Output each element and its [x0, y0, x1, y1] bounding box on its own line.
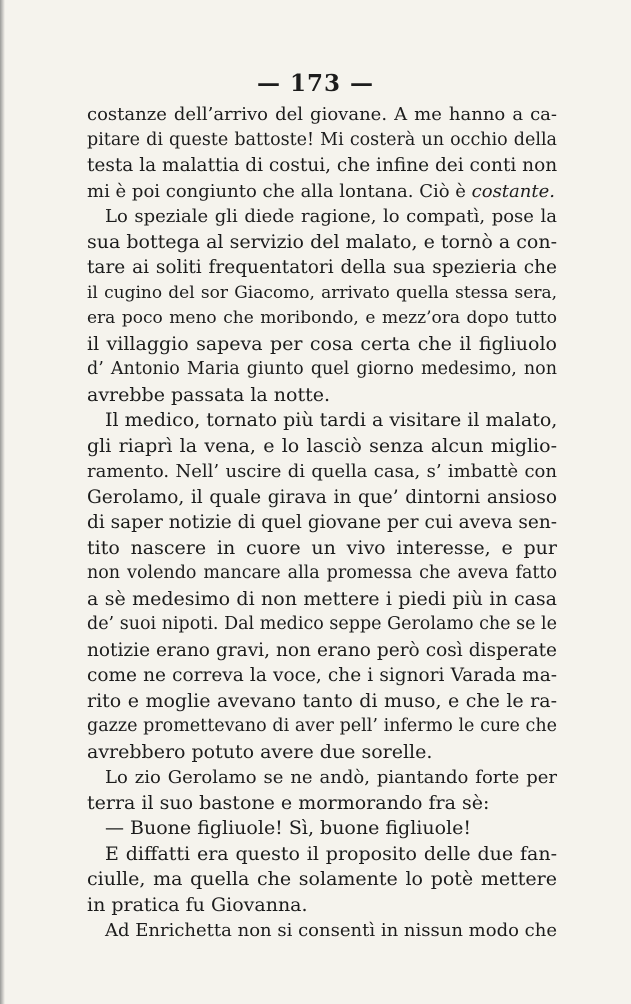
text-line: di saper notizie di quel giovane per cui aveva sen- [87, 512, 557, 533]
text-line: ramento. Nell’ uscire di quella casa, s’ imbattè con [87, 461, 557, 482]
text-line: sua bottega al servizio del malato, e tornò a con- [87, 230, 557, 253]
text-line: era poco meno che moribondo, e mezz’ora dopo tutto [87, 308, 557, 328]
text-line: gazze promettevano di aver pell’ infermo le cure che [87, 716, 557, 736]
text-line: Ad Enrichetta non si consentì in nissun modo che [105, 920, 557, 941]
text-line: rito e moglie avevano tanto di muso, e che le ra- [87, 689, 557, 712]
text-line: Lo speziale gli diede ragione, lo compatì, pose la [105, 206, 557, 227]
text-line: in pratica fu Giovanna. [87, 893, 308, 916]
text-line: tare ai soliti frequentatori della sua spezieria che [87, 257, 557, 278]
text-line: come ne correva la voce, che i signori Varada ma- [87, 665, 557, 686]
text-line: testa la malattia di costui, che infine dei conti non [87, 155, 558, 176]
text-line: costanze dell’arrivo del giovane. A me hanno a ca- [87, 104, 557, 125]
text-line: notizie erano gravi, non erano però così disperate [87, 639, 557, 661]
text-line: ciulle, ma quella che solamente lo potè mettere [87, 868, 557, 890]
text-line: il cugino del sor Giacomo, arrivato quella stessa sera, [87, 282, 557, 303]
text-line: avrebbero potuto avere due sorelle. [87, 740, 433, 763]
text-line: Lo zio Gerolamo se ne andò, piantando forte per [105, 767, 557, 788]
text-line: d’ Antonio Maria giunto quel giorno medesimo, non [87, 359, 557, 379]
text-line: E diffatti era questo il proposito delle due fan- [105, 842, 557, 865]
text-line: avrebbe passata la notte. [87, 383, 330, 406]
page-binding-shadow [0, 0, 5, 1004]
text-line: Il medico, tornato più tardi a visitare il malato, [105, 409, 558, 431]
page-number: — 173 — [256, 70, 375, 97]
text-line: non volendo mancare alla promessa che aveva fatto [87, 563, 557, 583]
text-line: pitare di queste battoste! Mi costerà un occhio della [87, 129, 557, 150]
text-line: de’ suoi nipoti. Dal medico seppe Gerolamo che se le [87, 614, 557, 634]
text-line: terra il suo bastone e mormorando fra sè: [87, 791, 490, 814]
text-line: gli riaprì la vena, e lo lasciò senza alcun miglio- [87, 434, 557, 457]
text-line: a sè medesimo di non mettere i piedi più in casa [87, 587, 557, 610]
text-line: mi è poi congiunto che alla lontana. Ciò è costante. [87, 180, 555, 202]
text-line: tito nascere in cuore un vivo interesse, e pur [87, 536, 557, 559]
text-line: — Buone figliuole! Sì, buone figliuole! [105, 817, 472, 839]
text-line: Gerolamo, il quale girava in que’ dintorni ansioso [87, 486, 557, 508]
text-line: il villaggio sapeva per cosa certa che il figliuolo [87, 332, 557, 355]
body-text [87, 102, 557, 944]
